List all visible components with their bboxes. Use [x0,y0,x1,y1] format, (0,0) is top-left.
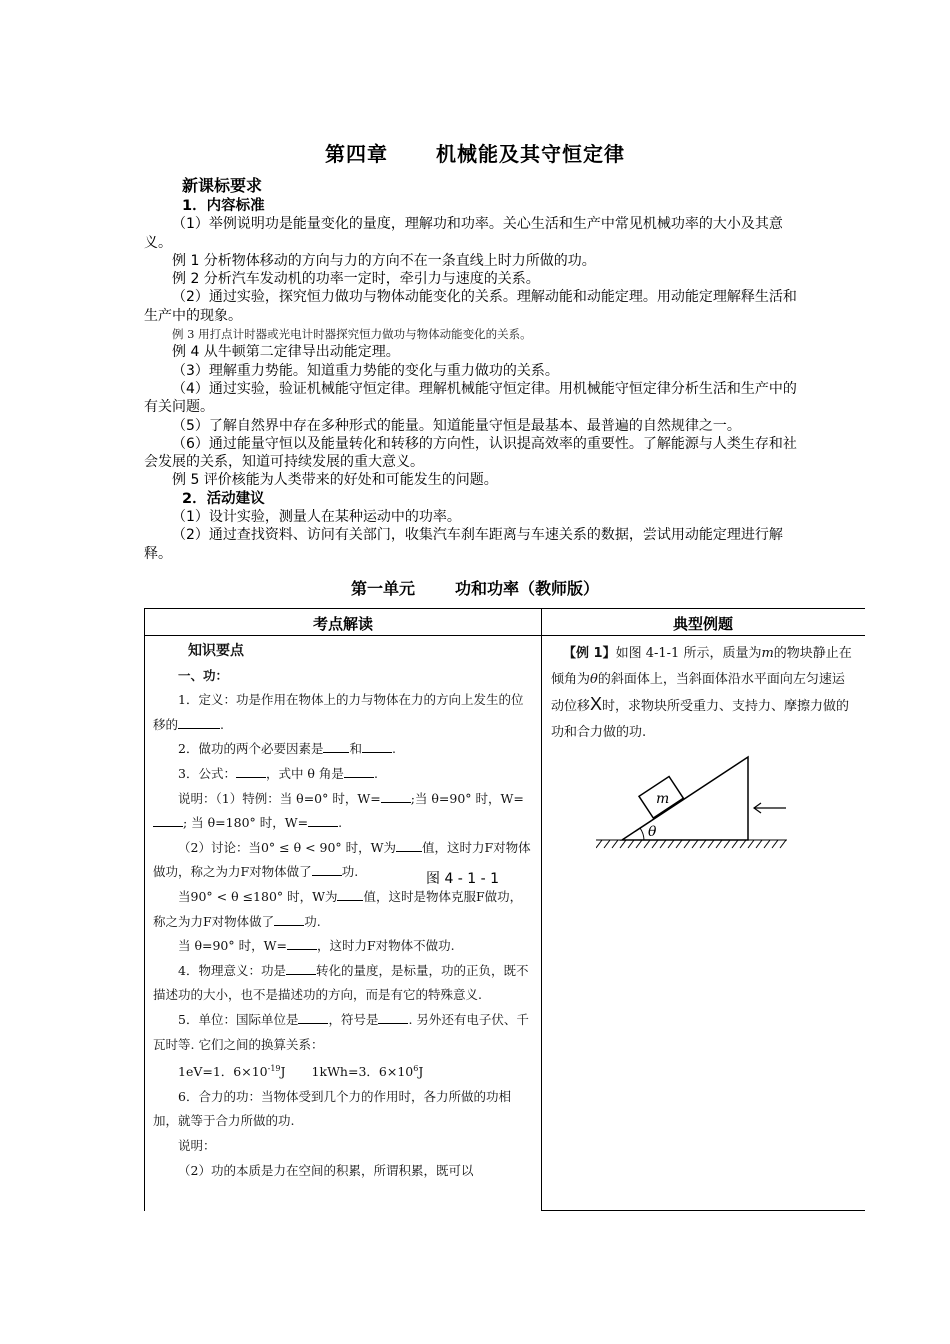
curriculum-requirements [144,176,806,563]
paragraph: （4）通过实验，验证机械能守恒定律。理解机械能守恒定律。用机械能守恒定律分析生活和生产中的有关问题。 [144,380,797,416]
blank [274,913,304,926]
push-arrow [754,803,786,813]
hatch-line [668,840,674,848]
paragraph: 5．单位：国际单位是 ，符号是 . 另外还有电子伏、千瓦时等. 它们之间的换算关系： [153,1011,529,1052]
subsection-heading: 1．内容标准 [182,198,265,214]
paragraph: 3．公式： ，式中 θ 角是 . [178,765,378,781]
hatch-line [692,840,698,848]
hatch-line [780,840,786,848]
unit-name: 功和功率（教师版） [455,579,600,598]
hatch-line [644,840,650,848]
paragraph: 说明： [178,1138,216,1154]
blank [378,1011,408,1024]
hatch-line [676,840,682,848]
paragraph: 例 4 从牛顿第二定律导出动能定理。 [172,344,400,361]
hatch-line [732,840,738,848]
subheading: 知识要点 [188,643,244,659]
paragraph: （6）通过能量守恒以及能量转化和转移的方向性，认识提高效率的重要性。了解能源与人类生存和社会发展的关系，知道可持续发展的重大意义。 [144,435,797,471]
figure-caption: 图 4 - 1 - 1 [426,871,500,887]
paragraph: 当 θ=90° 时，W= ，这时力F对物体不做功. [178,938,455,954]
blank [287,937,317,950]
blank [312,863,342,876]
hatch-line [708,840,714,848]
example-label: 【例 1】 [563,646,616,661]
blank [362,740,392,753]
hatch-line [724,840,730,848]
paragraph: （1）举例说明功是能量变化的量度，理解功和功率。关心生活和生产中常见机械功率的大小及其意义。 [144,216,783,251]
hatch-line [596,840,602,848]
hatch-line [764,840,770,848]
paragraph: 当90° < θ ≤180° 时，W为 值，这时是物体克服F做功，称之为力F对物体做了 功. [153,888,523,929]
header-left: 考点解读 [312,615,373,633]
hatch-line [684,840,690,848]
paragraph: 1．定义：功是作用在物体上的力与物体在力的方向上发生的位移的 . [153,692,524,732]
blank [236,765,266,778]
hatch-line [756,840,762,848]
paragraph: 说明：（1）特例：当 θ=0° 时，W= ;当 θ=90° 时，W=; 当 θ=180° 时，W= . [153,787,533,836]
hatch-line [612,840,618,848]
hatch-line [636,840,642,848]
paragraph: 6．合力的功：当物体受到几个力的作用时，各力所做的功相加，就等于合力所做的功. [153,1088,511,1129]
paragraph: （1）设计实验，测量人在某种运动中的功率。 [172,509,461,526]
svg-text:m: m [656,791,670,808]
blank [286,962,316,975]
paragraph: 1eV=1．$6\times 10^{-19}J$ 1kWh=3．$6\times 10^6J$ [178,1064,424,1080]
subsection-heading: 2．活动建议 [182,490,265,507]
paragraph: （2）讨论：当0° ≤ θ < 90° 时，W为 值，这时力F对物体做功，称之为力F对物体做了 功. [153,839,531,880]
unit-number: 第一单元 [350,579,415,598]
blank [381,790,411,803]
blank [323,740,349,753]
chapter-number: 第四章 [325,142,388,166]
section-heading: 新课标要求 [182,176,263,195]
paragraph: （2）通过查找资料、访问有关部门，收集汽车刹车距离与车速关系的数据，尝试用动能定理进行解释。 [144,527,783,562]
blank [178,716,220,729]
hatch-line [748,840,754,848]
blank [308,814,338,827]
unit-title [0,576,950,599]
blank [396,839,422,852]
paragraph: （3）理解重力势能。知道重力势能的变化与重力做功的关系。 [172,362,559,379]
blank [337,888,363,901]
hatch-line [660,840,666,848]
paragraph: 例 1 分析物体移动的方向与力的方向不在一条直线上时力所做的功。 [172,252,596,269]
chapter-name: 机械能及其守恒定律 [436,142,625,166]
paragraph: （5）了解自然界中存在多种形式的能量。知道能量守恒是最基本、最普遍的自然规律之一。 [172,417,741,434]
hatch-line [604,840,610,848]
paragraph: （2）功的本质是力在空间的积累，所谓积累，既可以 [178,1162,474,1178]
blank [153,814,183,827]
paragraph: （2）通过实验，探究恒力做功与物体动能变化的关系。理解动能和动能定理。用动能定理解释生活和生产中的现象。 [144,289,797,324]
chapter-title [0,138,950,167]
header-right: 典型例题 [672,615,733,633]
example-text: 【例 1】如图 4-1-1 所示，质量为m的物块静止在倾角为θ的斜面体上，当斜面体沿水平面向左匀速运动位移X时，求物块所受重力、支持力、摩擦力做的功和合力做的功. [551,646,852,740]
paragraph: 例 2 分析汽车发动机的功率一定时，牵引力与速度的关系。 [172,271,540,288]
theta-label: θ [648,824,657,840]
hatch-line [628,840,634,848]
subheading: 一、功： [178,667,229,683]
knowledge-column [153,639,533,1183]
hatch-line [716,840,722,848]
paragraph: 4．物理意义：功是 转化的量度，是标量，功的正负，既不描述功的大小，也不是描述功的方向，而是有它的特殊意义. [153,962,529,1003]
hatch-line [740,840,746,848]
example-column [551,641,857,745]
blank [298,1011,328,1024]
hatch-line [652,840,658,848]
blank [344,765,374,778]
paragraph: 例 5 评价核能为人类带来的好处和可能发生的问题。 [172,472,498,489]
hatch-line [772,840,778,848]
incline-figure [596,752,796,872]
hatch-line [700,840,706,848]
right-bottom-border [541,1210,865,1211]
column-divider [541,609,542,1211]
header-divider [145,635,865,636]
paragraph: 2．做功的两个必要因素是 和 . [178,741,396,757]
content-table [144,608,865,1211]
hatch-line [620,840,626,848]
paragraph: 例 3 用打点计时器或光电计时器探究恒力做功与物体动能变化的关系。 [172,327,532,342]
